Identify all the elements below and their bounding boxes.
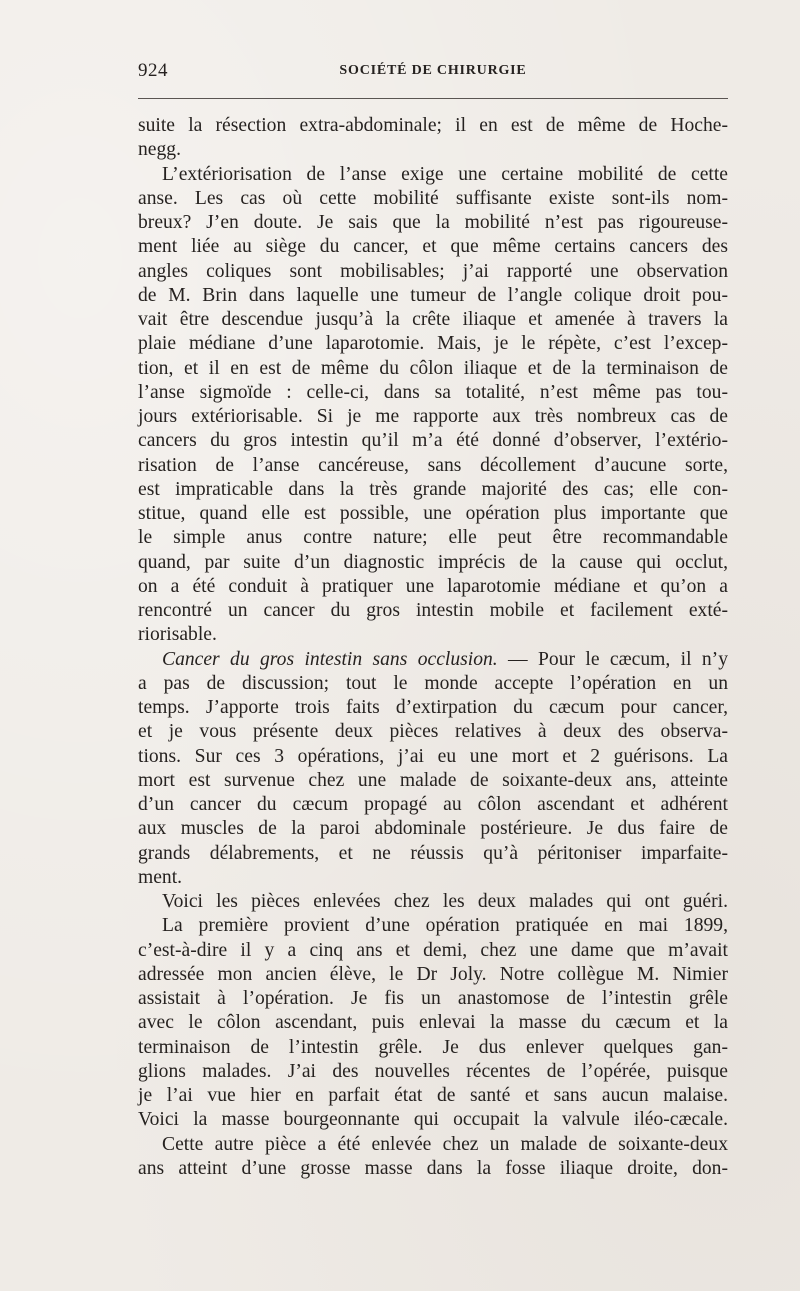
text-line: Voici la masse bourgeonnante qui occupait la valvule iléo-cæcale. xyxy=(138,1109,728,1131)
text-line: adressée mon ancien élève, le Dr Joly. Notre collègue M. Nimier xyxy=(138,963,728,985)
text-line: et je vous présente deux pièces relatives à deux des observa- xyxy=(138,721,728,743)
text-line: grands délabrements, et ne réussis qu’à péritoniser imparfaite- xyxy=(138,842,728,864)
text-line: Voici les pièces enlevées chez les deux malades qui ont guéri. xyxy=(162,891,728,912)
text-line: riorisable. xyxy=(138,624,217,646)
text-line: de M. Brin dans laquelle une tumeur de l’angle colique droit pou- xyxy=(138,284,728,306)
text-line: d’un cancer du cæcum propagé au côlon ascendant et adhérent xyxy=(138,794,728,815)
text-line: stitue, quand elle est possible, une opération plus importante que xyxy=(138,503,728,524)
text-line: assistait à l’opération. Je fis un anastomose de l’intestin grêle xyxy=(138,988,728,1009)
text-line: temps. J’apporte trois faits d’extirpation du cæcum pour cancer, xyxy=(138,697,728,718)
text-line: terminaison de l’intestin grêle. Je dus enlever quelques gan- xyxy=(138,1036,728,1058)
text-line: angles coliques sont mobilisables; j’ai rapporté une observation xyxy=(138,260,728,282)
running-head: SOCIÉTÉ DE CHIRURGIE xyxy=(339,63,527,78)
page-number: 924 xyxy=(138,60,168,81)
section-heading-italic: Cancer du gros intestin sans occlusion. xyxy=(162,648,498,670)
text-line: breux? J’en doute. Je sais que la mobilité n’est pas rigoureuse- xyxy=(138,212,728,233)
text-line: je l’ai vue hier en parfait état de santé et sans aucun malaise. xyxy=(138,1085,728,1106)
text-line: La première provient d’une opération pratiquée en mai 1899, xyxy=(162,915,728,937)
text-line xyxy=(138,648,728,672)
text-line: plaie médiane d’une laparotomie. Mais, je le répète, c’est l’excep- xyxy=(138,333,728,355)
text-line: on a été conduit à pratiquer une laparotomie médiane et qu’on a xyxy=(138,575,728,597)
text-line: rencontré un cancer du gros intestin mobile et facilement exté- xyxy=(138,600,728,621)
text-line: ment liée au siège du cancer, et que même certains cancers des xyxy=(138,236,728,258)
text-line: l’anse sigmoïde : celle-ci, dans sa totalité, n’est même pas tou- xyxy=(138,381,728,403)
text-line: est impraticable dans la très grande majorité des cas; elle con- xyxy=(138,478,728,500)
text-line: negg. xyxy=(138,139,181,161)
text-line: ment. xyxy=(138,866,183,888)
text-line: aux muscles de la paroi abdominale postérieure. Je dus faire de xyxy=(138,818,728,840)
text-line: quand, par suite d’un diagnostic imprécis de la cause qui occlut, xyxy=(138,551,728,573)
text-line: c’est-à-dire il y a cinq ans et demi, chez une dame que m’avait xyxy=(138,939,728,961)
text-line: vait être descendue jusqu’à la crête iliaque et amenée à travers la xyxy=(138,309,728,330)
text-line: tion, et il en est de même du côlon iliaque et de la terminaison de xyxy=(138,357,728,379)
text-line: ans atteint d’une grosse masse dans la fosse iliaque droite, don- xyxy=(138,1157,728,1179)
page-header xyxy=(138,60,728,84)
text-line: suite la résection extra-abdominale; il en est de même de Hoche- xyxy=(138,115,728,136)
text-line: cancers du gros intestin qu’il m’a été donné d’observer, l’extério- xyxy=(138,430,728,452)
text-line: glions malades. J’ai des nouvelles récentes de l’opérée, puisque xyxy=(138,1060,728,1082)
body-text xyxy=(138,114,728,1181)
text-line: jours extériorisable. Si je me rapporte aux très nombreux cas de xyxy=(138,406,728,427)
text-line: a pas de discussion; tout le monde accepte l’opération en un xyxy=(138,672,728,694)
text-line: avec le côlon ascendant, puis enlevai la masse du cæcum et la xyxy=(138,1012,728,1034)
text-line: anse. Les cas où cette mobilité suffisante existe sont-ils nom- xyxy=(138,187,728,209)
text-line: Cette autre pièce a été enlevée chez un malade de soixante-deux xyxy=(162,1133,728,1155)
text-line: risation de l’anse cancéreuse, sans décollement d’aucune sorte, xyxy=(138,454,728,476)
text-line-rest: — Pour le cæcum, il n’y xyxy=(497,648,728,670)
text-line: L’extériorisation de l’anse exige une certaine mobilité de cette xyxy=(162,163,728,185)
header-rule xyxy=(138,98,728,99)
text-line: mort est survenue chez une malade de soixante-deux ans, atteinte xyxy=(138,769,728,791)
text-line: le simple anus contre nature; elle peut être recommandable xyxy=(138,527,728,549)
text-line: tions. Sur ces 3 opérations, j’ai eu une mort et 2 guérisons. La xyxy=(138,745,728,767)
